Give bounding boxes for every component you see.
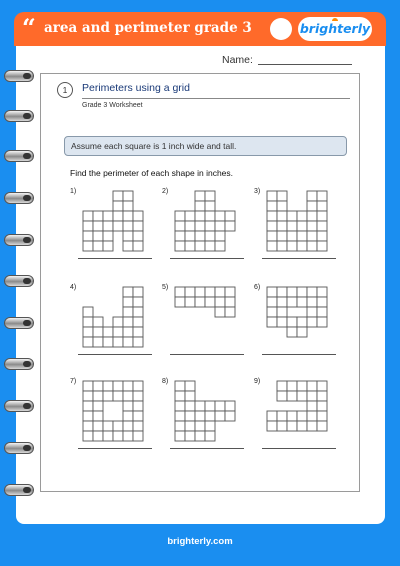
grid-square <box>277 201 287 211</box>
ring-icon <box>4 317 34 329</box>
grid-square <box>307 381 317 391</box>
grid-square <box>83 307 93 317</box>
grid-square <box>205 297 215 307</box>
grid-square <box>175 211 185 221</box>
grid-square <box>215 211 225 221</box>
answer-line[interactable] <box>78 258 152 259</box>
grid-square <box>133 327 143 337</box>
grid-square <box>103 241 113 251</box>
grid-square <box>307 411 317 421</box>
answer-line[interactable] <box>170 354 244 355</box>
grid-square <box>123 401 133 411</box>
grid-square <box>195 421 205 431</box>
ring-icon <box>4 442 34 454</box>
grid-square <box>83 241 93 251</box>
grid-square <box>83 231 93 241</box>
grid-square <box>287 381 297 391</box>
grid-square <box>317 211 327 221</box>
grid-square <box>175 287 185 297</box>
grid-shape <box>174 286 236 348</box>
grid-square <box>205 191 215 201</box>
grid-square <box>175 297 185 307</box>
answer-line[interactable] <box>262 448 336 449</box>
grid-square <box>113 191 123 201</box>
grid-square <box>225 287 235 297</box>
grid-square <box>93 241 103 251</box>
grid-square <box>215 297 225 307</box>
grid-square <box>123 391 133 401</box>
grid-square <box>225 211 235 221</box>
grid-square <box>277 381 287 391</box>
grid-square <box>307 287 317 297</box>
grid-square <box>195 431 205 441</box>
grid-square <box>175 411 185 421</box>
grid-square <box>83 211 93 221</box>
grid-square <box>185 211 195 221</box>
grid-square <box>83 401 93 411</box>
grid-square <box>307 221 317 231</box>
grid-square <box>307 191 317 201</box>
grid-square <box>185 221 195 231</box>
grid-shape <box>82 380 144 442</box>
grid-square <box>83 411 93 421</box>
title-divider <box>82 98 350 99</box>
grid-square <box>317 241 327 251</box>
circle-icon <box>270 18 292 40</box>
instruction-text: Find the perimeter of each shape in inches. <box>70 168 234 178</box>
grid-square <box>93 381 103 391</box>
grid-square <box>277 307 287 317</box>
grid-square <box>175 381 185 391</box>
grid-square <box>133 307 143 317</box>
grid-square <box>83 381 93 391</box>
grid-square <box>133 401 143 411</box>
grid-square <box>205 231 215 241</box>
grid-square <box>185 381 195 391</box>
grid-square <box>317 221 327 231</box>
grid-square <box>287 221 297 231</box>
answer-line[interactable] <box>262 258 336 259</box>
grid-square <box>103 337 113 347</box>
grid-square <box>195 201 205 211</box>
grid-square <box>297 391 307 401</box>
grid-square <box>185 431 195 441</box>
grid-square <box>93 401 103 411</box>
grid-square <box>277 221 287 231</box>
grid-square <box>317 401 327 411</box>
grid-square <box>83 391 93 401</box>
problem-number: 4) <box>70 284 77 291</box>
brighterly-logo[interactable] <box>298 17 372 41</box>
grid-square <box>287 327 297 337</box>
grid-square <box>175 431 185 441</box>
grid-square <box>307 297 317 307</box>
grid-shape <box>174 380 236 442</box>
grid-square <box>297 317 307 327</box>
grid-square <box>267 191 277 201</box>
grid-square <box>205 431 215 441</box>
grid-square <box>297 327 307 337</box>
grid-square <box>185 411 195 421</box>
grid-shape <box>266 286 328 348</box>
grid-square <box>267 307 277 317</box>
grid-square <box>317 381 327 391</box>
ring-icon <box>4 400 34 412</box>
grid-square <box>133 211 143 221</box>
grid-square <box>307 317 317 327</box>
grid-square <box>277 191 287 201</box>
grid-square <box>175 401 185 411</box>
footer-url[interactable]: brighterly.com <box>167 536 233 547</box>
problem-number: 2) <box>162 188 169 195</box>
grid-square <box>103 421 113 431</box>
grid-square <box>267 411 277 421</box>
grid-square <box>287 411 297 421</box>
quote-icon: “ <box>22 13 36 42</box>
grid-square <box>307 421 317 431</box>
grid-square <box>267 297 277 307</box>
section-number: 1 <box>57 82 73 98</box>
logo-text: brighterly <box>299 21 371 36</box>
answer-line[interactable] <box>262 354 336 355</box>
grid-square <box>215 231 225 241</box>
grid-square <box>267 221 277 231</box>
grid-square <box>297 241 307 251</box>
grid-square <box>195 211 205 221</box>
grid-square <box>103 221 113 231</box>
grid-square <box>133 317 143 327</box>
grid-square <box>317 391 327 401</box>
grid-square <box>205 421 215 431</box>
grid-square <box>103 431 113 441</box>
grid-square <box>113 201 123 211</box>
grid-square <box>205 411 215 421</box>
problem-number: 8) <box>162 378 169 385</box>
grid-square <box>83 221 93 231</box>
grid-square <box>317 307 327 317</box>
grid-square <box>267 241 277 251</box>
grid-square <box>133 381 143 391</box>
grid-square <box>175 421 185 431</box>
grid-square <box>123 297 133 307</box>
grid-square <box>93 327 103 337</box>
grid-square <box>113 391 123 401</box>
ring-icon <box>4 358 34 370</box>
grid-square <box>225 307 235 317</box>
grid-square <box>93 431 103 441</box>
grid-square <box>123 411 133 421</box>
grid-shape <box>266 190 328 252</box>
grid-square <box>277 317 287 327</box>
grid-square <box>205 241 215 251</box>
grid-square <box>113 317 123 327</box>
grid-square <box>103 211 113 221</box>
grid-square <box>287 211 297 221</box>
grid-square <box>93 421 103 431</box>
grid-square <box>123 307 133 317</box>
ring-icon <box>4 275 34 287</box>
ring-icon <box>4 234 34 246</box>
grid-square <box>185 241 195 251</box>
grid-square <box>123 287 133 297</box>
grid-square <box>307 391 317 401</box>
grid-square <box>277 231 287 241</box>
grid-square <box>113 211 123 221</box>
grid-square <box>307 201 317 211</box>
grid-square <box>317 297 327 307</box>
grid-square <box>215 411 225 421</box>
grid-square <box>133 411 143 421</box>
grid-square <box>113 381 123 391</box>
grid-square <box>123 221 133 231</box>
ring-icon <box>4 110 34 122</box>
grid-square <box>307 241 317 251</box>
worksheet-subtitle: Grade 3 Worksheet <box>82 102 143 109</box>
grid-square <box>123 337 133 347</box>
grid-square <box>287 317 297 327</box>
grid-square <box>267 211 277 221</box>
worksheet-title: Perimeters using a grid <box>82 82 190 94</box>
grid-square <box>277 241 287 251</box>
answer-line[interactable] <box>170 448 244 449</box>
grid-square <box>267 231 277 241</box>
grid-square <box>317 231 327 241</box>
grid-square <box>277 411 287 421</box>
grid-square <box>195 191 205 201</box>
grid-square <box>123 231 133 241</box>
grid-square <box>225 297 235 307</box>
grid-square <box>93 231 103 241</box>
name-field[interactable] <box>258 64 352 65</box>
grid-square <box>277 287 287 297</box>
grid-square <box>287 297 297 307</box>
grid-square <box>185 391 195 401</box>
grid-square <box>307 211 317 221</box>
ring-icon <box>4 192 34 204</box>
grid-square <box>317 201 327 211</box>
ring-icon <box>4 150 34 162</box>
ring-icon <box>4 70 34 82</box>
grid-square <box>123 381 133 391</box>
grid-square <box>123 241 133 251</box>
grid-square <box>307 401 317 411</box>
grid-square <box>93 211 103 221</box>
grid-square <box>205 287 215 297</box>
grid-square <box>297 381 307 391</box>
grid-square <box>287 241 297 251</box>
grid-shape <box>266 380 328 442</box>
grid-square <box>317 421 327 431</box>
grid-square <box>287 231 297 241</box>
grid-square <box>83 431 93 441</box>
grid-square <box>123 327 133 337</box>
problem-number: 6) <box>254 284 261 291</box>
problem-number: 5) <box>162 284 169 291</box>
grid-square <box>317 191 327 201</box>
grid-square <box>185 287 195 297</box>
grid-square <box>83 421 93 431</box>
grid-square <box>133 231 143 241</box>
grid-square <box>287 287 297 297</box>
grid-square <box>103 391 113 401</box>
grid-square <box>93 317 103 327</box>
grid-square <box>83 317 93 327</box>
grid-square <box>267 287 277 297</box>
problem-number: 1) <box>70 188 77 195</box>
grid-square <box>93 221 103 231</box>
grid-square <box>215 241 225 251</box>
grid-square <box>317 411 327 421</box>
grid-square <box>93 391 103 401</box>
grid-square <box>93 337 103 347</box>
grid-square <box>277 391 287 401</box>
assumption-box: Assume each square is 1 inch wide and tall. <box>64 136 347 156</box>
grid-square <box>267 421 277 431</box>
grid-square <box>307 307 317 317</box>
grid-square <box>317 287 327 297</box>
name-label: Name: <box>222 54 253 66</box>
grid-square <box>103 381 113 391</box>
sun-icon <box>332 18 338 21</box>
grid-square <box>175 231 185 241</box>
grid-square <box>133 287 143 297</box>
answer-line[interactable] <box>78 448 152 449</box>
grid-square <box>123 191 133 201</box>
grid-square <box>123 317 133 327</box>
grid-square <box>113 221 123 231</box>
grid-square <box>297 231 307 241</box>
grid-square <box>225 221 235 231</box>
grid-square <box>205 201 215 211</box>
page-title: area and perimeter grade 3 <box>44 20 252 36</box>
grid-shape <box>82 286 144 348</box>
grid-square <box>195 221 205 231</box>
grid-square <box>195 411 205 421</box>
grid-square <box>205 221 215 231</box>
grid-square <box>317 317 327 327</box>
grid-square <box>123 211 133 221</box>
grid-square <box>133 221 143 231</box>
problem-number: 9) <box>254 378 261 385</box>
grid-square <box>195 241 205 251</box>
grid-square <box>133 421 143 431</box>
grid-shape <box>174 190 236 252</box>
grid-square <box>277 421 287 431</box>
answer-line[interactable] <box>78 354 152 355</box>
grid-square <box>133 297 143 307</box>
grid-square <box>113 431 123 441</box>
grid-square <box>93 411 103 421</box>
grid-square <box>267 201 277 211</box>
grid-square <box>297 421 307 431</box>
grid-square <box>225 401 235 411</box>
grid-square <box>133 391 143 401</box>
grid-square <box>215 221 225 231</box>
grid-square <box>267 317 277 327</box>
grid-shape <box>82 190 144 252</box>
grid-square <box>123 421 133 431</box>
problem-number: 3) <box>254 188 261 195</box>
grid-square <box>195 401 205 411</box>
grid-square <box>175 391 185 401</box>
grid-square <box>195 287 205 297</box>
grid-square <box>287 421 297 431</box>
answer-line[interactable] <box>170 258 244 259</box>
grid-square <box>185 421 195 431</box>
grid-square <box>215 401 225 411</box>
grid-square <box>297 221 307 231</box>
grid-square <box>133 241 143 251</box>
grid-square <box>103 231 113 241</box>
grid-square <box>195 297 205 307</box>
grid-square <box>277 211 287 221</box>
grid-square <box>175 241 185 251</box>
grid-square <box>297 287 307 297</box>
grid-square <box>185 231 195 241</box>
grid-square <box>185 297 195 307</box>
grid-square <box>113 327 123 337</box>
ring-icon <box>4 484 34 496</box>
grid-square <box>185 401 195 411</box>
grid-square <box>205 401 215 411</box>
grid-square <box>205 211 215 221</box>
grid-square <box>277 297 287 307</box>
grid-square <box>215 287 225 297</box>
problem-number: 7) <box>70 378 77 385</box>
grid-square <box>175 221 185 231</box>
grid-square <box>195 231 205 241</box>
grid-square <box>297 297 307 307</box>
grid-square <box>103 327 113 337</box>
grid-square <box>297 211 307 221</box>
grid-square <box>287 391 297 401</box>
grid-square <box>83 327 93 337</box>
grid-square <box>133 431 143 441</box>
grid-square <box>123 431 133 441</box>
grid-square <box>307 231 317 241</box>
grid-square <box>297 411 307 421</box>
grid-square <box>83 337 93 347</box>
grid-square <box>133 337 143 347</box>
grid-square <box>123 201 133 211</box>
grid-square <box>225 411 235 421</box>
grid-square <box>113 337 123 347</box>
grid-square <box>113 421 123 431</box>
grid-square <box>215 307 225 317</box>
